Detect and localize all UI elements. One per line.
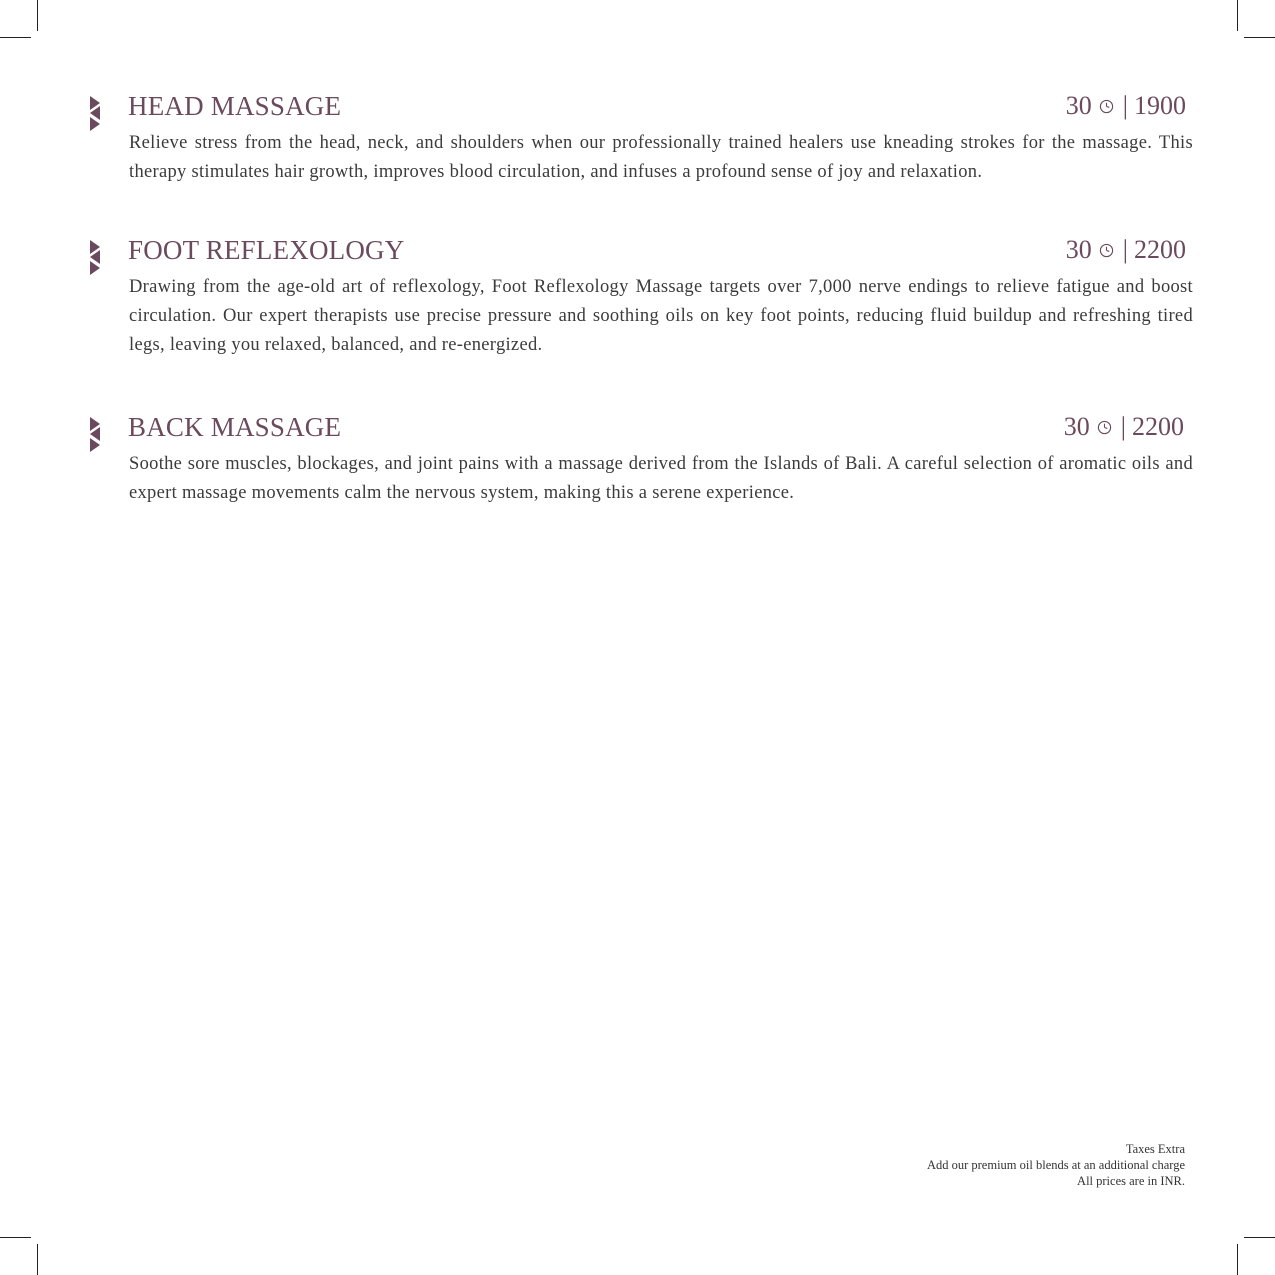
service-item-back-massage	[88, 412, 1198, 508]
crop-mark	[1244, 1237, 1275, 1238]
crop-mark	[1237, 0, 1238, 31]
price-separator: |	[1122, 91, 1128, 120]
crop-mark	[1237, 1244, 1238, 1275]
service-header	[88, 412, 1198, 446]
oil-blend-note: Add our premium oil blends at an additional charge	[926, 1158, 1185, 1172]
clock-icon	[1099, 99, 1114, 114]
service-price	[1066, 91, 1186, 121]
service-price	[1066, 235, 1186, 265]
service-title: FOOT REFLEXOLOGY	[128, 235, 405, 265]
service-amount: 2200	[1132, 412, 1184, 441]
service-description: Soothe sore muscles, blockages, and joint pains with a massage derived from the Islands of Bali. A careful selection of aromatic oils and expert massage movements calm the nervous system, making this a serene experience.	[129, 454, 1193, 503]
triangle-ornament-icon	[88, 239, 102, 277]
service-amount: 1900	[1134, 91, 1186, 120]
service-duration: 30	[1065, 235, 1092, 264]
service-title: BACK MASSAGE	[128, 412, 342, 442]
crop-mark	[0, 1237, 31, 1238]
service-amount: 2200	[1134, 235, 1186, 264]
service-header	[88, 235, 1198, 269]
service-header	[88, 91, 1198, 125]
crop-mark	[37, 1244, 38, 1275]
service-description: Drawing from the age-old art of reflexology, Foot Reflexology Massage targets over 7,000 nerve endings to relieve fatigue and boost circulation. Our expert therapists use precise pressure and soothing oils on key foot points, reducing fluid buildup and refreshing tired legs, leaving you relaxed, balanced, and re-energized.	[129, 277, 1193, 355]
triangle-ornament-icon	[88, 416, 102, 454]
service-duration: 30	[1063, 412, 1090, 441]
price-separator: |	[1120, 412, 1126, 441]
currency-note: All prices are in INR.	[1077, 1174, 1185, 1188]
service-title: HEAD MASSAGE	[128, 91, 342, 121]
service-item-foot-reflexology	[88, 235, 1198, 360]
crop-mark	[37, 0, 38, 31]
price-separator: |	[1122, 235, 1128, 264]
crop-mark	[0, 37, 31, 38]
service-description: Relieve stress from the head, neck, and shoulders when our professionally trained healers use kneading strokes for the massage. This therapy stimulates hair growth, improves blood circulation, and infuses a profound sense of joy and relaxation.	[129, 133, 1193, 182]
clock-icon	[1097, 420, 1112, 435]
triangle-ornament-icon	[88, 95, 102, 133]
service-item-head-massage	[88, 91, 1198, 187]
crop-mark	[1244, 37, 1275, 38]
footer-notes	[927, 1141, 1185, 1189]
service-duration: 30	[1065, 91, 1092, 120]
clock-icon	[1099, 243, 1114, 258]
service-price	[1064, 412, 1184, 442]
taxes-note: Taxes Extra	[1125, 1142, 1185, 1156]
